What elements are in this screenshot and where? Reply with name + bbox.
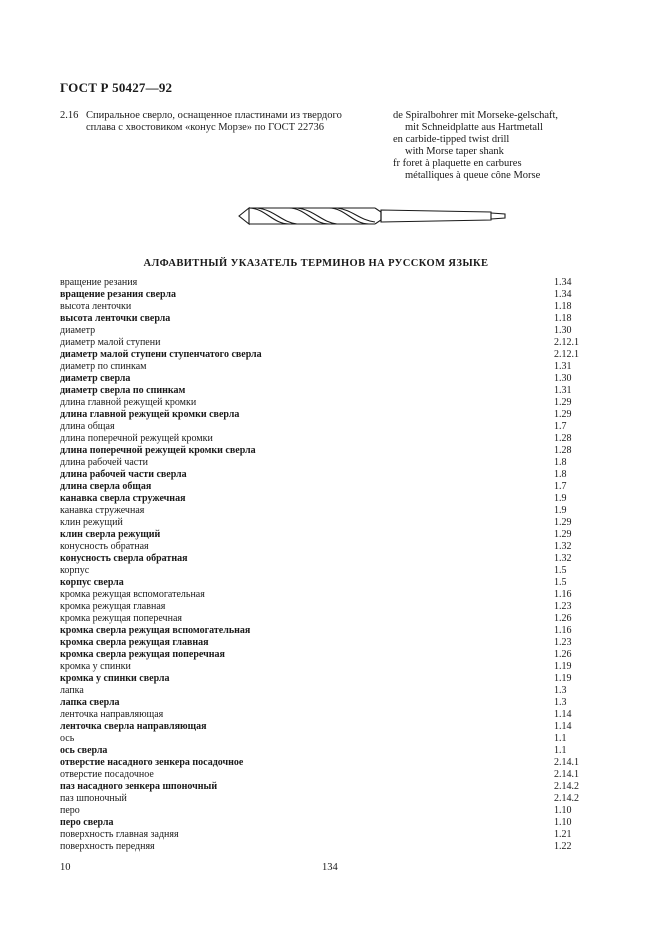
index-term: отверстие насадного зенкера посадочное: [60, 757, 244, 768]
index-term: ленточка направляющая: [60, 709, 164, 720]
index-reference: 1.29: [554, 409, 572, 420]
index-reference: 1.32: [554, 541, 572, 552]
index-entry: [60, 517, 612, 529]
term-index: [60, 277, 612, 853]
index-entry: [60, 709, 612, 721]
index-term: диаметр по спинкам: [60, 361, 147, 372]
index-reference: 1.19: [554, 673, 572, 684]
index-reference: 1.18: [554, 301, 572, 312]
index-term: поверхность передняя: [60, 841, 155, 852]
index-entry: [60, 541, 612, 553]
index-entry: [60, 721, 612, 733]
index-entry: [60, 601, 612, 613]
index-term: кромка режущая главная: [60, 601, 166, 612]
index-term: вращение резания: [60, 277, 138, 288]
index-entry: [60, 757, 612, 769]
index-term: длина рабочей части сверла: [60, 469, 187, 480]
index-entry: [60, 325, 612, 337]
index-term: лапка сверла: [60, 697, 120, 708]
index-entry: [60, 697, 612, 709]
index-entry: [60, 421, 612, 433]
index-reference: 1.26: [554, 613, 572, 624]
index-term: ось сверла: [60, 745, 108, 756]
index-term: длина поперечной режущей кромки: [60, 433, 213, 444]
index-term: длина сверла общая: [60, 481, 152, 492]
index-term: поверхность главная задняя: [60, 829, 179, 840]
foreign-line: with Morse taper shank: [405, 146, 504, 157]
index-reference: 1.28: [554, 433, 572, 444]
index-entry: [60, 397, 612, 409]
index-entry: [60, 565, 612, 577]
index-entry: [60, 361, 612, 373]
index-reference: 1.10: [554, 805, 572, 816]
index-term: ось: [60, 733, 75, 744]
index-reference: 1.8: [554, 469, 567, 480]
index-term: корпус: [60, 565, 90, 576]
index-entry: [60, 481, 612, 493]
index-term: длина главной режущей кромки сверла: [60, 409, 240, 420]
index-reference: 1.26: [554, 649, 572, 660]
index-entry: [60, 745, 612, 757]
term-text-line-1: Спиральное сверло, оснащенное пластинами из твердого: [86, 110, 342, 121]
index-term: клин режущий: [60, 517, 123, 528]
index-entry: [60, 805, 612, 817]
foreign-line: fr foret à plaquette en carbures: [393, 158, 522, 169]
index-term: вращение резания сверла: [60, 289, 176, 300]
index-reference: 1.21: [554, 829, 572, 840]
index-reference: 2.12.1: [554, 337, 579, 348]
foreign-line: de Spiralbohrer mit Morseke-gelschaft,: [393, 110, 559, 121]
index-entry: [60, 433, 612, 445]
term-text-line-2: сплава с хвостовиком «конус Морзе» по ГОСТ 22736: [86, 122, 324, 133]
index-entry: [60, 301, 612, 313]
index-term: диаметр: [60, 325, 96, 336]
index-term: перо сверла: [60, 817, 114, 828]
index-term: конусность обратная: [60, 541, 149, 552]
index-reference: 1.30: [554, 373, 572, 384]
index-reference: 1.3: [554, 685, 567, 696]
index-reference: 2.14.2: [554, 781, 579, 792]
index-entry: [60, 589, 612, 601]
index-entry: [60, 469, 612, 481]
index-reference: 1.5: [554, 565, 567, 576]
index-reference: 1.29: [554, 397, 572, 408]
index-entry: [60, 817, 612, 829]
footer-left-number: 10: [60, 862, 71, 873]
index-term: корпус сверла: [60, 577, 124, 588]
index-term: кромка у спинки: [60, 661, 131, 672]
index-term: длина общая: [60, 421, 115, 432]
term-number: 2.16: [60, 110, 79, 121]
index-reference: 1.16: [554, 589, 572, 600]
index-reference: 1.7: [554, 481, 567, 492]
index-entry: [60, 553, 612, 565]
index-entry: [60, 577, 612, 589]
index-term: паз насадного зенкера шпоночный: [60, 781, 218, 792]
index-reference: 1.31: [554, 361, 572, 372]
index-term: конусность сверла обратная: [60, 553, 188, 564]
index-entry: [60, 337, 612, 349]
index-entry: [60, 625, 612, 637]
index-term: кромка сверла режущая главная: [60, 637, 209, 648]
index-term: длина рабочей части: [60, 457, 148, 468]
index-reference: 1.16: [554, 625, 572, 636]
index-term: кромка сверла режущая поперечная: [60, 649, 225, 660]
index-term: клин сверла режущий: [60, 529, 161, 540]
index-term: длина поперечной режущей кромки сверла: [60, 445, 256, 456]
index-entry: [60, 661, 612, 673]
foreign-line: en carbide-tipped twist drill: [393, 134, 510, 145]
index-term: отверстие посадочное: [60, 769, 154, 780]
index-entry: [60, 649, 612, 661]
index-entry: [60, 793, 612, 805]
index-reference: 1.32: [554, 553, 572, 564]
index-entry: [60, 445, 612, 457]
index-term: канавка стружечная: [60, 505, 145, 516]
index-reference: 1.30: [554, 325, 572, 336]
index-reference: 1.23: [554, 637, 572, 648]
index-term: ленточка сверла направляющая: [60, 721, 207, 732]
index-reference: 1.18: [554, 313, 572, 324]
index-reference: 2.12.1: [554, 349, 579, 360]
index-reference: 1.29: [554, 529, 572, 540]
foreign-line: mit Schneidplatte aus Hartmetall: [405, 122, 543, 133]
index-reference: 2.14.1: [554, 757, 579, 768]
index-reference: 1.31: [554, 385, 572, 396]
index-entry: [60, 685, 612, 697]
index-term: диаметр сверла: [60, 373, 131, 384]
index-reference: 1.10: [554, 817, 572, 828]
index-term: кромка у спинки сверла: [60, 673, 170, 684]
index-term: диаметр сверла по спинкам: [60, 385, 186, 396]
index-term: высота ленточки сверла: [60, 313, 171, 324]
index-reference: 1.28: [554, 445, 572, 456]
page-number: 134: [322, 862, 338, 873]
index-term: высота ленточки: [60, 301, 132, 312]
index-entry: [60, 637, 612, 649]
index-reference: 1.9: [554, 493, 567, 504]
index-reference: 1.34: [554, 289, 572, 300]
index-term: лапка: [60, 685, 84, 696]
index-term: диаметр малой ступени ступенчатого сверла: [60, 349, 262, 360]
index-entry: [60, 313, 612, 325]
index-entry: [60, 529, 612, 541]
index-entry: [60, 505, 612, 517]
twist-drill-icon: [235, 198, 515, 234]
index-term: перо: [60, 805, 80, 816]
index-reference: 1.19: [554, 661, 572, 672]
index-reference: 1.14: [554, 709, 572, 720]
index-entry: [60, 769, 612, 781]
index-reference: 1.8: [554, 457, 567, 468]
document-code: ГОСТ Р 50427—92: [60, 80, 173, 95]
index-entry: [60, 781, 612, 793]
index-term: кромка сверла режущая вспомогательная: [60, 625, 251, 636]
index-term: канавка сверла стружечная: [60, 493, 186, 504]
index-reference: 1.7: [554, 421, 567, 432]
index-term: кромка режущая вспомогательная: [60, 589, 205, 600]
index-reference: 2.14.1: [554, 769, 579, 780]
index-reference: 1.3: [554, 697, 567, 708]
index-entry: [60, 349, 612, 361]
index-entry: [60, 385, 612, 397]
index-entry: [60, 373, 612, 385]
index-term: кромка режущая поперечная: [60, 613, 182, 624]
index-entry: [60, 289, 612, 301]
index-entry: [60, 841, 612, 853]
index-reference: 1.1: [554, 733, 567, 744]
index-term: паз шпоночный: [60, 793, 127, 804]
index-reference: 1.23: [554, 601, 572, 612]
index-entry: [60, 277, 612, 289]
index-reference: 1.9: [554, 505, 567, 516]
index-entry: [60, 409, 612, 421]
foreign-line: métalliques à queue cône Morse: [405, 170, 541, 181]
index-reference: 1.34: [554, 277, 572, 288]
index-entry: [60, 613, 612, 625]
index-reference: 1.22: [554, 841, 572, 852]
index-title: АЛФАВИТНЫЙ УКАЗАТЕЛЬ ТЕРМИНОВ НА РУССКОМ ЯЗЫКЕ: [143, 258, 489, 269]
index-entry: [60, 493, 612, 505]
index-entry: [60, 673, 612, 685]
index-entry: [60, 733, 612, 745]
index-entry: [60, 829, 612, 841]
index-term: длина главной режущей кромки: [60, 397, 197, 408]
index-entry: [60, 457, 612, 469]
index-reference: 1.14: [554, 721, 572, 732]
index-reference: 1.29: [554, 517, 572, 528]
index-reference: 2.14.2: [554, 793, 579, 804]
foreign-equivalents: [393, 110, 603, 182]
index-reference: 1.5: [554, 577, 567, 588]
index-reference: 1.1: [554, 745, 567, 756]
index-term: диаметр малой ступени: [60, 337, 161, 348]
